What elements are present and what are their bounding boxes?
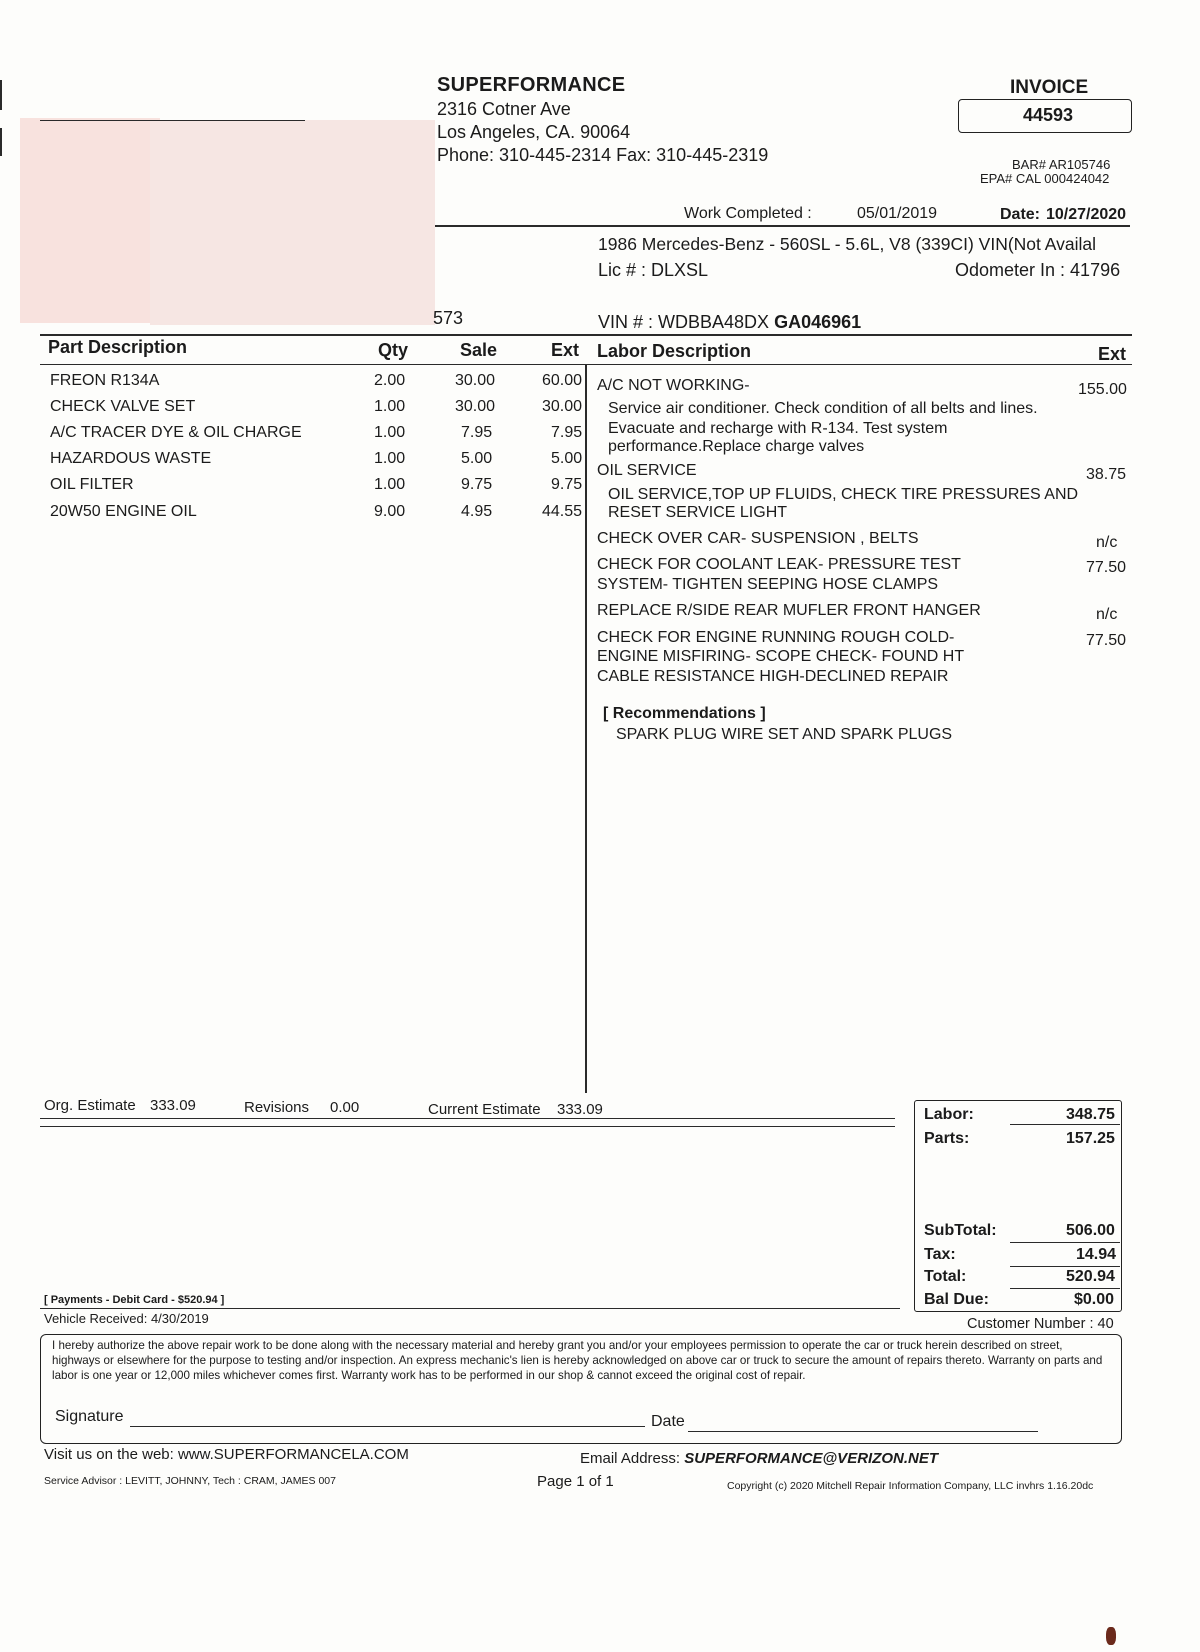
work-completed-date: 05/01/2019 (857, 205, 938, 222)
subtotal-label: SubTotal: (924, 1222, 997, 1239)
totals-rule (1010, 1124, 1120, 1125)
redaction-block-right (150, 120, 435, 325)
scan-mark (0, 128, 2, 156)
part-qty: 1.00 (374, 476, 406, 493)
labor-title: OIL SERVICE (597, 462, 697, 479)
labor-title: CHECK FOR ENGINE RUNNING ROUGH COLD- (597, 629, 955, 646)
labor-ext: 38.75 (1086, 466, 1127, 483)
vehicle-received: Vehicle Received: 4/30/2019 (44, 1311, 209, 1326)
header-divider (435, 225, 1130, 227)
part-description: A/C TRACER DYE & OIL CHARGE (50, 424, 302, 441)
payments-line (40, 1308, 900, 1309)
partial-text: 573 (433, 308, 464, 328)
signature-label: Signature (55, 1408, 124, 1425)
parts-header-qty: Qty (378, 340, 409, 360)
part-sale: 30.00 (455, 398, 496, 415)
labor-total-label: Labor: (924, 1106, 974, 1123)
footer-copyright: Copyright (c) 2020 Mitchell Repair Information Company, LLC invhrs 1.16.20dc (727, 1480, 1094, 1492)
current-estimate-value: 333.09 (557, 1101, 603, 1118)
parts-header-sale: Sale (460, 340, 498, 360)
part-sale: 30.00 (455, 372, 496, 389)
part-ext: 5.00 (551, 450, 583, 467)
footer-page: Page 1 of 1 (537, 1473, 614, 1490)
payments-note: [ Payments - Debit Card - $520.94 ] (44, 1294, 225, 1306)
current-estimate-label: Current Estimate (428, 1101, 541, 1118)
part-qty: 1.00 (374, 424, 406, 441)
labor-detail: ENGINE MISFIRING- SCOPE CHECK- FOUND HT (597, 648, 965, 665)
vin-bold: GA046961 (774, 312, 862, 332)
footer-advisor: Service Advisor : LEVITT, JOHNNY, Tech : CRAM, JAMES 007 (44, 1475, 336, 1487)
revisions-label: Revisions (244, 1099, 310, 1116)
labor-ext: 77.50 (1086, 559, 1127, 576)
recommendations-label: [ Recommendations ] (603, 705, 766, 722)
labor-ext: 77.50 (1086, 632, 1127, 649)
header-divider-left (40, 120, 305, 121)
revisions-value: 0.00 (330, 1099, 360, 1116)
labor-detail: Service air conditioner. Check condition of all belts and lines. (608, 400, 1038, 417)
tax-value: 14.94 (1076, 1246, 1117, 1263)
part-sale: 9.75 (461, 476, 493, 493)
part-sale: 7.95 (461, 424, 493, 441)
work-completed-label: Work Completed : (684, 205, 812, 222)
part-qty: 1.00 (374, 398, 406, 415)
footer-email (580, 1450, 938, 1467)
part-sale: 4.95 (461, 503, 493, 520)
part-description: CHECK VALVE SET (50, 398, 196, 415)
part-ext: 30.00 (542, 398, 583, 415)
labor-title: CHECK FOR COOLANT LEAK- PRESSURE TEST (597, 556, 961, 573)
tax-label: Tax: (924, 1246, 956, 1263)
part-qty: 2.00 (374, 372, 406, 389)
estimate-line-bottom (40, 1126, 895, 1127)
redaction-block-left (20, 118, 160, 323)
invoice-label: INVOICE (1010, 77, 1089, 98)
email-label: Email Address: (580, 1450, 681, 1467)
balance-due-label: Bal Due: (924, 1291, 989, 1308)
email-address: SUPERFORMANCE@VERIZON.NET (684, 1450, 939, 1467)
parts-header-description: Part Description (48, 337, 188, 357)
signature-line[interactable] (130, 1426, 645, 1427)
totals-rule (1010, 1242, 1120, 1243)
part-qty: 9.00 (374, 503, 406, 520)
total-value: 520.94 (1066, 1268, 1115, 1285)
invoice-date: 10/27/2020 (1046, 206, 1127, 223)
parts-labor-divider (585, 365, 587, 1093)
vin-label: VIN # : WDBBA48DX (598, 312, 770, 332)
labor-detail: RESET SERVICE LIGHT (608, 504, 788, 521)
labor-total-value: 348.75 (1066, 1106, 1115, 1123)
shop-address: 2316 Cotner Ave (437, 99, 571, 119)
part-qty: 1.00 (374, 450, 406, 467)
part-description: HAZARDOUS WASTE (50, 450, 212, 467)
part-description: FREON R134A (50, 372, 160, 389)
labor-ext: n/c (1096, 534, 1118, 551)
invoice-date-label: Date: (1000, 206, 1041, 223)
bar-number: BAR# AR105746 (1012, 157, 1111, 172)
labor-detail: Evacuate and recharge with R-134. Test system (608, 420, 948, 437)
labor-ext: n/c (1096, 606, 1118, 623)
authorization-text: I hereby authorize the above repair work to be done along with the necessary material and hereby grant you and/or your employees permission to operate the car or truck herein described on street, highways or elsewhere for the purpose to testing and/or inspection. An express mechanic's lien is hereby acknowledged on above car or truck to secure the amount of repairs thereto. Warranty on parts and labor is one year or 12,000 miles whichever comes first. Warranty work has to be performed in our shop & cannot exceed the original cost of repair. (52, 1339, 1103, 1382)
labor-title: REPLACE R/SIDE REAR MUFLER FRONT HANGER (597, 602, 981, 619)
license-plate: Lic # : DLXSL (598, 260, 709, 280)
part-ext: 44.55 (542, 503, 583, 520)
shop-name: SUPERFORMANCE (437, 74, 626, 96)
invoice-number: 44593 (1023, 105, 1074, 125)
shop-phone: Phone: 310-445-2314 Fax: 310-445-2319 (437, 145, 769, 165)
part-description: 20W50 ENGINE OIL (50, 503, 197, 520)
shop-city: Los Angeles, CA. 90064 (437, 122, 631, 142)
vehicle-description: 1986 Mercedes-Benz - 560SL - 5.6L, V8 (339CI) VIN(Not Availal (598, 234, 1097, 254)
labor-detail: performance.Replace charge valves (608, 438, 865, 455)
subtotal-value: 506.00 (1066, 1222, 1115, 1239)
totals-rule (1010, 1288, 1120, 1289)
org-estimate-value: 333.09 (150, 1097, 196, 1114)
parts-total-label: Parts: (924, 1130, 970, 1147)
scan-mark (0, 80, 2, 110)
labor-detail: CABLE RESISTANCE HIGH-DECLINED REPAIR (597, 668, 949, 685)
total-label: Total: (924, 1268, 967, 1285)
labor-title: CHECK OVER CAR- SUSPENSION , BELTS (597, 530, 919, 547)
vin-number (598, 312, 861, 333)
recommendations-text: SPARK PLUG WIRE SET AND SPARK PLUGS (616, 726, 953, 743)
parts-header-ext: Ext (551, 340, 580, 360)
labor-header-description: Labor Description (597, 341, 752, 361)
customer-number: Customer Number : 40 (967, 1316, 1114, 1332)
part-description: OIL FILTER (50, 476, 134, 493)
labor-detail: SYSTEM- TIGHTEN SEEPING HOSE CLAMPS (597, 576, 939, 593)
table-header-top-line (40, 334, 1132, 336)
date-line[interactable] (688, 1431, 1038, 1432)
labor-ext: 155.00 (1078, 381, 1127, 398)
footer-web: Visit us on the web: www.SUPERFORMANCELA.COM (44, 1446, 409, 1463)
part-ext: 7.95 (551, 424, 583, 441)
parts-total-value: 157.25 (1066, 1130, 1115, 1147)
estimate-line-top (40, 1118, 895, 1119)
totals-rule (1010, 1266, 1120, 1267)
org-estimate-label: Org. Estimate (44, 1097, 136, 1114)
labor-header-ext: Ext (1098, 344, 1127, 364)
labor-detail: OIL SERVICE,TOP UP FLUIDS, CHECK TIRE PRESSURES AND (608, 486, 1079, 503)
part-ext: 60.00 (542, 372, 583, 389)
odometer-in: Odometer In : 41796 (955, 260, 1121, 280)
labor-title: A/C NOT WORKING- (597, 377, 750, 394)
scan-speck (1106, 1627, 1116, 1645)
date-label: Date (651, 1413, 685, 1430)
balance-due-value: $0.00 (1074, 1291, 1115, 1308)
epa-number: EPA# CAL 000424042 (980, 171, 1110, 186)
part-sale: 5.00 (461, 450, 493, 467)
part-ext: 9.75 (551, 476, 583, 493)
